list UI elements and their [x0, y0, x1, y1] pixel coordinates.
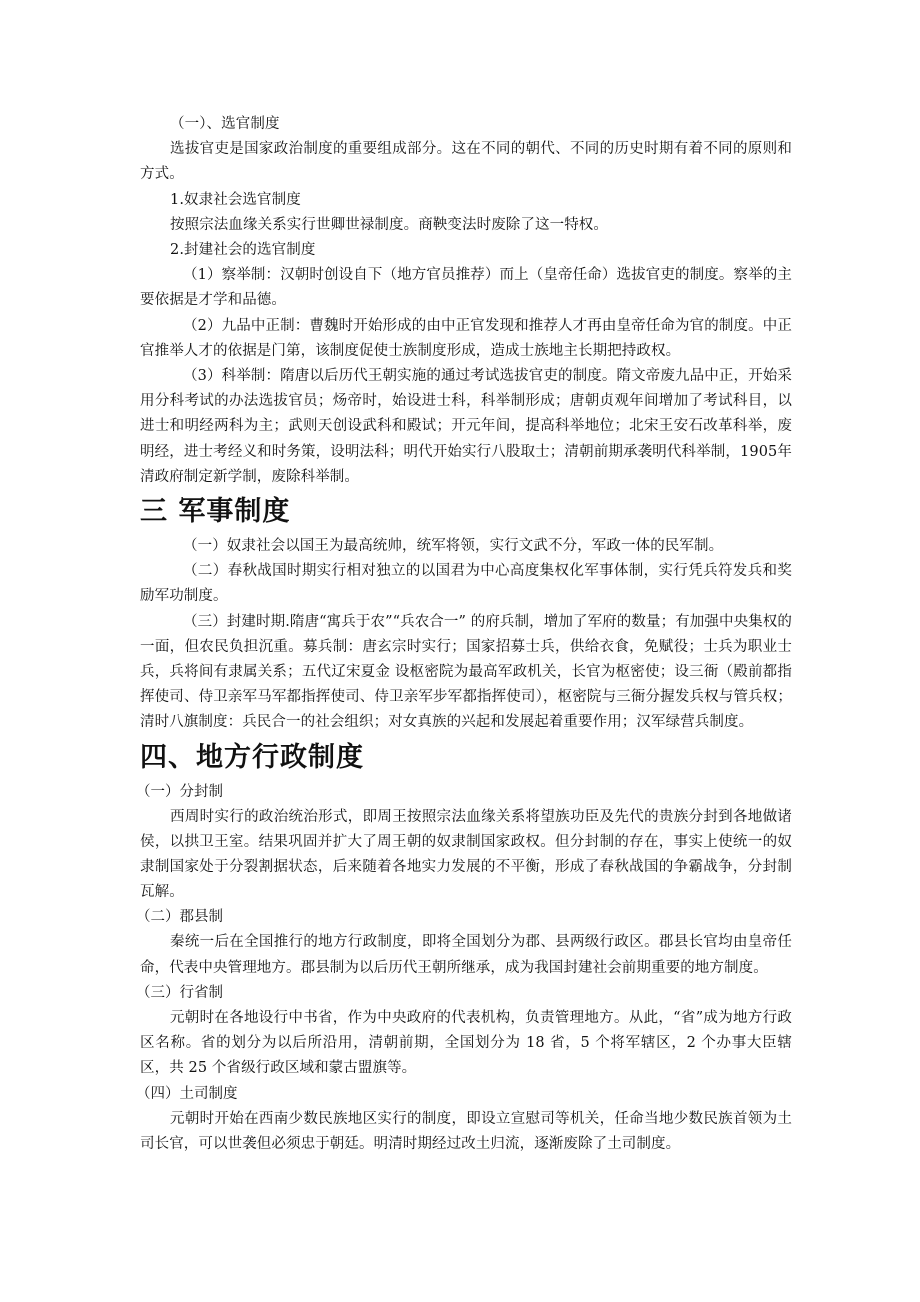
subsection-title-prefecture-county: （二）郡县制	[136, 909, 223, 926]
paragraph-enfeoffment: 西周时实行的政治统治形式，即周王按照宗法血缘关系将望族功臣及先代的贵族分封到各地做诸侯，以拱卫王室。结果巩固并扩大了周王朝的奴隶制国家政权。但分封制的存在，事实上使统一的奴隶制国家处于分裂割据状态，后来随着各地实力发展的不平衡，形成了春秋战国的争霸战争，分封制瓦解。	[140, 808, 792, 901]
paragraph-province: 元朝时在各地设行中书省，作为中央政府的代表机构，负责管理地方。从此，“省”成为地方行政区名称。省的划分为以后所沿用，清朝前期，全国划分为 18 省，5 个将军辖区，2 个办事大臣辖区，共 25 个省级行政区域和蒙古盟旗等。	[140, 1009, 792, 1077]
subsection-title-tusi: （四）土司制度	[136, 1085, 238, 1102]
paragraph-tusi: 元朝时开始在西南少数民族地区实行的制度，即设立宣慰司等机关，任命当地少数民族首领为土司长官，可以世袭但必须忠于朝廷。明清时期经过改土归流，逐渐废除了土司制度。	[140, 1110, 792, 1152]
item-title-feudal-society: 2.封建社会的选官制度	[170, 242, 316, 259]
paragraph-imperial-exam: （3）科举制：隋唐以后历代王朝实施的通过考试选拔官吏的制度。隋文帝废九品中正，开始采用分科考试的办法选拔官员；炀帝时，始设进士科，科举制形成；唐朝贞观年间增加了考试科目，以进士和明经两科为主；武则天创设武科和殿试；开元年间，提高科举地位；北宋王安石改革科举，废明经，进士考经义和时务策，设明法科；明代开始实行八股取士；清朝前期承袭明代科举制，1905年清政府制定新学制，废除科举制。	[140, 368, 792, 485]
paragraph-military-1: （一）奴隶社会以国王为最高统帅，统军将领，实行文武不分，军政一体的民军制。	[183, 538, 724, 555]
paragraph-prefecture-county: 秦统一后在全国推行的地方行政制度，即将全国划分为郡、县两级行政区。郡县长官均由皇帝任命，代表中央管理地方。郡县制为以后历代王朝所继承，成为我国封建社会前期重要的地方制度。	[140, 934, 792, 976]
section-heading-military: 三 军事制度	[140, 496, 291, 528]
paragraph-selection-intro: 选拔官吏是国家政治制度的重要组成部分。这在不同的朝代、不同的历史时期有着不同的原则和方式。	[140, 141, 792, 183]
paragraph-recommendation-system: （1）察举制：汉朝时创设自下（地方官员推荐）而上（皇帝任命）选拔官吏的制度。察举的主要依据是才学和品德。	[140, 267, 792, 309]
paragraph-military-3: （三）封建时期.隋唐“寓兵于农”“兵农合一” 的府兵制，增加了军府的数量；有加强中央集权的一面，但农民负担沉重。募兵制：唐玄宗时实行；国家招募士兵，供给衣食，免赋役；士兵为职业士兵，兵将间有隶属关系；五代辽宋夏金 设枢密院为最高军政机关，长官为枢密使；设三衙（殿前都指挥使司、侍卫亲军马军都指挥使司、侍卫亲军步军都指挥使司），枢密院与三衙分握发兵权与管兵权；清时八旗制度：兵民合一的社会组织；对女真族的兴起和发展起着重要作用；汉军绿营兵制度。	[140, 613, 792, 731]
paragraph-nine-rank-system: （2）九品中正制：曹魏时开始形成的由中正官发现和推荐人才再由皇帝任命为官的制度。中正官推举人才的依据是门第，该制度促使士族制度形成，造成士族地主长期把持政权。	[140, 317, 792, 359]
document-page	[136, 112, 792, 1157]
paragraph-slave-society: 按照宗法血缘关系实行世卿世禄制度。商鞅变法时废除了这一特权。	[170, 216, 608, 233]
section-heading-local-admin: 四、地方行政制度	[140, 741, 364, 773]
paragraph-military-2: （二）春秋战国时期实行相对独立的以国君为中心高度集权化军事体制，实行凭兵符发兵和奖励军功制度。	[140, 563, 792, 605]
item-title-slave-society: 1.奴隶社会选官制度	[170, 191, 301, 208]
subsection-title-province: （三）行省制	[136, 984, 223, 1001]
subsection-title-official-selection: （一）、选官制度	[170, 116, 280, 132]
subsection-title-enfeoffment: （一）分封制	[136, 783, 223, 800]
